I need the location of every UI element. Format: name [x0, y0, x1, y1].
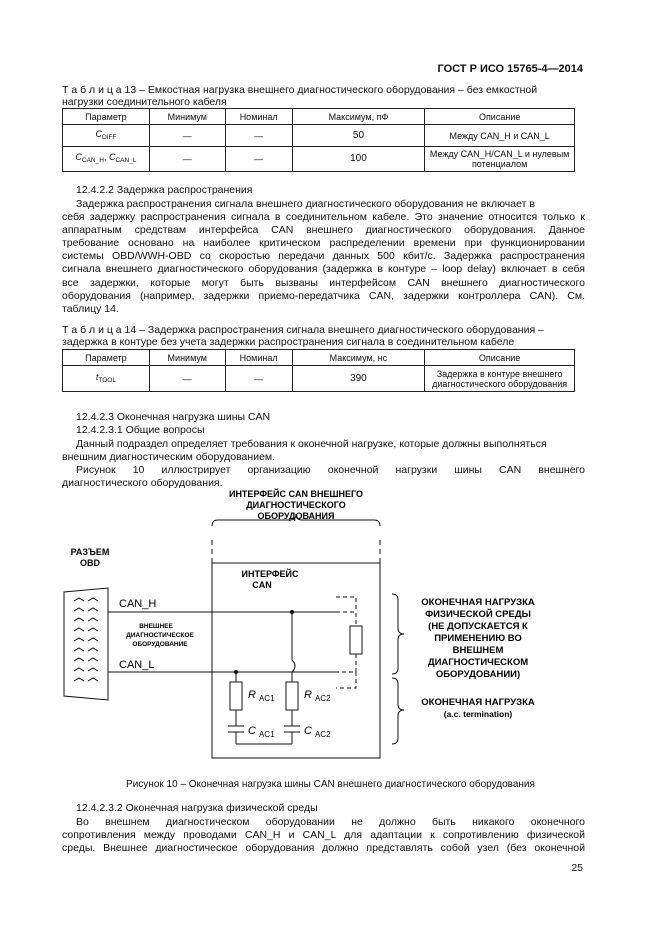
desc-line: Задержка в контуре внешнего — [436, 368, 563, 379]
paragraph-line: системы OBD/WWH-OBD со скоростью передачи данных 500 кбит/с. Задержка распространения — [62, 250, 585, 263]
param-subscript: DIFF — [101, 133, 117, 141]
cac2-symbol: C — [304, 725, 312, 737]
rac2-label — [304, 689, 331, 703]
page-number: 25 — [571, 862, 583, 874]
paragraph-line: внешним диагностическим оборудованием. — [62, 451, 276, 464]
section-title: 12.4.2.3.2 Оконечная нагрузка физической среды — [76, 802, 318, 814]
desc-line: Между CAN_H/CAN_L и нулевым — [429, 149, 570, 159]
phys-term-line: ДИАГНОСТИЧЕСКОМ — [427, 657, 529, 668]
phys-term-line: ПРИМЕНЕНИЮ ВО — [434, 633, 522, 644]
rac2-symbol: R — [304, 689, 312, 701]
nom-cell: — — [225, 366, 292, 392]
table14-caption-line1: Т а б л и ц а 14 – Задержка распространения сигнала внешнего диагностического оборудования – — [62, 324, 544, 336]
param-symbol: t — [95, 371, 99, 382]
connector-pins — [74, 598, 98, 681]
ac-term-line: (a.c. termination) — [443, 709, 513, 719]
desc-cell: Между CAN_H и CAN_L — [425, 125, 575, 147]
figure10-caption: Рисунок 10 – Оконечная нагрузка шины CAN внешнего диагностического оборудования — [126, 779, 535, 790]
header-cell: Максимум, пФ — [292, 109, 425, 125]
cac1-capacitor — [228, 710, 244, 744]
subsection-title: 12.4.2.3.1 Общие вопросы — [76, 424, 205, 436]
paragraph-line: Во внешнем диагностическом оборудовании не должно быть никакого оконечного — [76, 816, 585, 828]
header-cell: Описание — [425, 350, 575, 366]
paragraph-line: Рисунок 10 иллюстрирует организацию оконечной нагрузки шины CAN внешнего — [76, 464, 585, 476]
interface-title-line: ИНТЕРФЕЙС CAN ВНЕШНЕГО — [228, 489, 364, 499]
header-cell: Минимум — [149, 109, 225, 125]
rac1-subscript: AC1 — [258, 694, 275, 703]
cac1-label — [248, 725, 275, 739]
header-cell: Номинал — [225, 350, 292, 366]
paragraph-line: диагностического оборудования. — [62, 477, 223, 490]
rac1-label — [248, 689, 275, 703]
header-cell: Описание — [425, 109, 575, 125]
max-cell: 50 — [292, 125, 425, 147]
phys-term-line: ВНЕШНЕМ — [452, 645, 504, 656]
external-equipment-line: ДИАГНОСТИЧЕСКОЕ — [126, 632, 194, 639]
param-subscript: CAN_L — [115, 157, 137, 164]
junction-dot — [290, 610, 294, 614]
paragraph-line: таблицу 14. — [62, 302, 119, 315]
header-cell: Параметр — [63, 109, 150, 125]
min-cell: — — [149, 125, 225, 147]
param-subscript: CAN_H — [81, 157, 104, 164]
cac1-symbol: C — [248, 725, 256, 737]
rac2-resistor — [286, 682, 298, 710]
interface-title-line: ДИАГНОСТИЧЕСКОГО — [246, 500, 346, 510]
phys-termination-lines — [336, 612, 356, 672]
paragraph-line: Данный подраздел определяет требования к оконечной нагрузке, которые должны выполняться — [76, 438, 547, 450]
ac-term-brace — [392, 678, 404, 744]
connector-label-line: РАЗЪЕМ — [70, 547, 110, 557]
can-interface-label-line: CAN — [252, 580, 272, 590]
paragraph-line: требование основано на наиболее критическом распределении времени при функционировании — [62, 237, 585, 250]
paragraph-line: себя задержку распространения сигнала в соединительном кабеле. Это значение относится только к — [62, 211, 585, 224]
paragraph-line: оборудования (например, задержки приемо-передатчика CAN, задержки контроллера CAN). См. — [62, 289, 585, 302]
external-equipment-line: ОБОРУДОВАНИЕ — [132, 641, 188, 648]
rac2-subscript: AC2 — [314, 694, 331, 703]
nom-cell: — — [225, 147, 292, 172]
header-cell: Максимум, нс — [292, 350, 425, 366]
table14-caption-line2: задержка в контуре без учета задержки распространения сигнала в соединительном кабеле — [62, 336, 515, 348]
param-symbol: C — [75, 152, 82, 162]
phys-term-brace — [392, 594, 404, 674]
rac1-resistor — [230, 682, 242, 710]
paragraph-line: среды. Внешнее диагностическое оборудования должно представлять собой узел (без оконечной — [62, 842, 585, 855]
interface-title-line: ОБОРУДОВАНИЯ — [257, 511, 335, 521]
cac2-label — [304, 725, 331, 739]
max-cell: 390 — [292, 366, 425, 392]
junction-dot — [234, 670, 238, 674]
cac2-subscript: AC2 — [314, 730, 331, 739]
paragraph-phys-termination — [62, 816, 585, 855]
nom-cell: — — [225, 125, 292, 147]
cac2-capacitor — [284, 710, 300, 744]
external-equipment-line: ВНЕШНЕЕ — [139, 623, 173, 630]
header-cell: Минимум — [149, 350, 225, 366]
min-cell: — — [149, 366, 225, 392]
phys-term-line: ОБОРУДОВАНИИ) — [435, 669, 521, 680]
can-l-label: CAN_L — [119, 659, 155, 671]
param-subscript: TOOL — [98, 376, 116, 384]
header-cell: Параметр — [63, 350, 150, 366]
document-header: ГОСТ Р ИСО 15765-4—2014 — [437, 63, 583, 75]
section-title: 12.4.2.2 Задержка распространения — [76, 184, 253, 196]
paragraph-line: аппаратным средствам интерфейса CAN внешнего диагностического оборудования. Данное — [62, 224, 585, 237]
desc-line: диагностического оборудования — [432, 378, 568, 389]
paragraph-line: все задержки, которые могут быть вызваны интерфейсом CAN внешнего диагностического — [62, 276, 585, 289]
table13-caption-line1: Т а б л и ц а 13 – Емкостная нагрузка внешнего диагностического оборудования – без емкостной — [62, 84, 538, 96]
paragraph-line: сопротивления между проводами CAN_H и CAN_L для адаптации к сопротивлению физической — [62, 829, 585, 842]
paragraph-line: сигнала внешнего диагностического оборудования (задержка в контуре – loop delay) включает в себя — [62, 263, 585, 276]
param-symbol: C — [95, 128, 102, 139]
min-cell: — — [149, 147, 225, 172]
phys-termination-resistor — [350, 626, 362, 654]
table13-caption-line2: нагрузки соединительного кабеля — [62, 96, 227, 108]
ac-term-line: ОКОНЕЧНАЯ НАГРУЗКА — [421, 697, 535, 708]
param-symbol: C — [108, 152, 116, 162]
param-separator: , — [103, 152, 109, 162]
cac1-subscript: AC1 — [258, 730, 275, 739]
phys-term-line: (НЕ ДОПУСКАЕТСЯ К — [428, 621, 528, 632]
phys-term-line: ОКОНЕЧНАЯ НАГРУЗКА — [421, 597, 535, 608]
can-interface-box — [212, 563, 380, 758]
paragraph-line: Задержка распространения сигнала внешнего диагностического оборудования не включает в — [76, 198, 535, 210]
section-title: 12.4.2.3 Оконечная нагрузка шины CAN — [76, 411, 271, 423]
can-h-label: CAN_H — [119, 598, 157, 610]
phys-term-line: ФИЗИЧЕСКОЙ СРЕДЫ — [425, 609, 531, 620]
can-interface-label-line: ИНТЕРФЕЙС — [241, 569, 299, 579]
phys-termination-frame — [336, 597, 356, 688]
desc-line: потенциалом — [471, 159, 528, 169]
connector-label-line: OBD — [80, 558, 100, 568]
obd-connector — [64, 588, 108, 700]
rac1-symbol: R — [248, 689, 256, 701]
max-cell: 100 — [292, 147, 425, 172]
header-cell: Номинал — [225, 109, 292, 125]
